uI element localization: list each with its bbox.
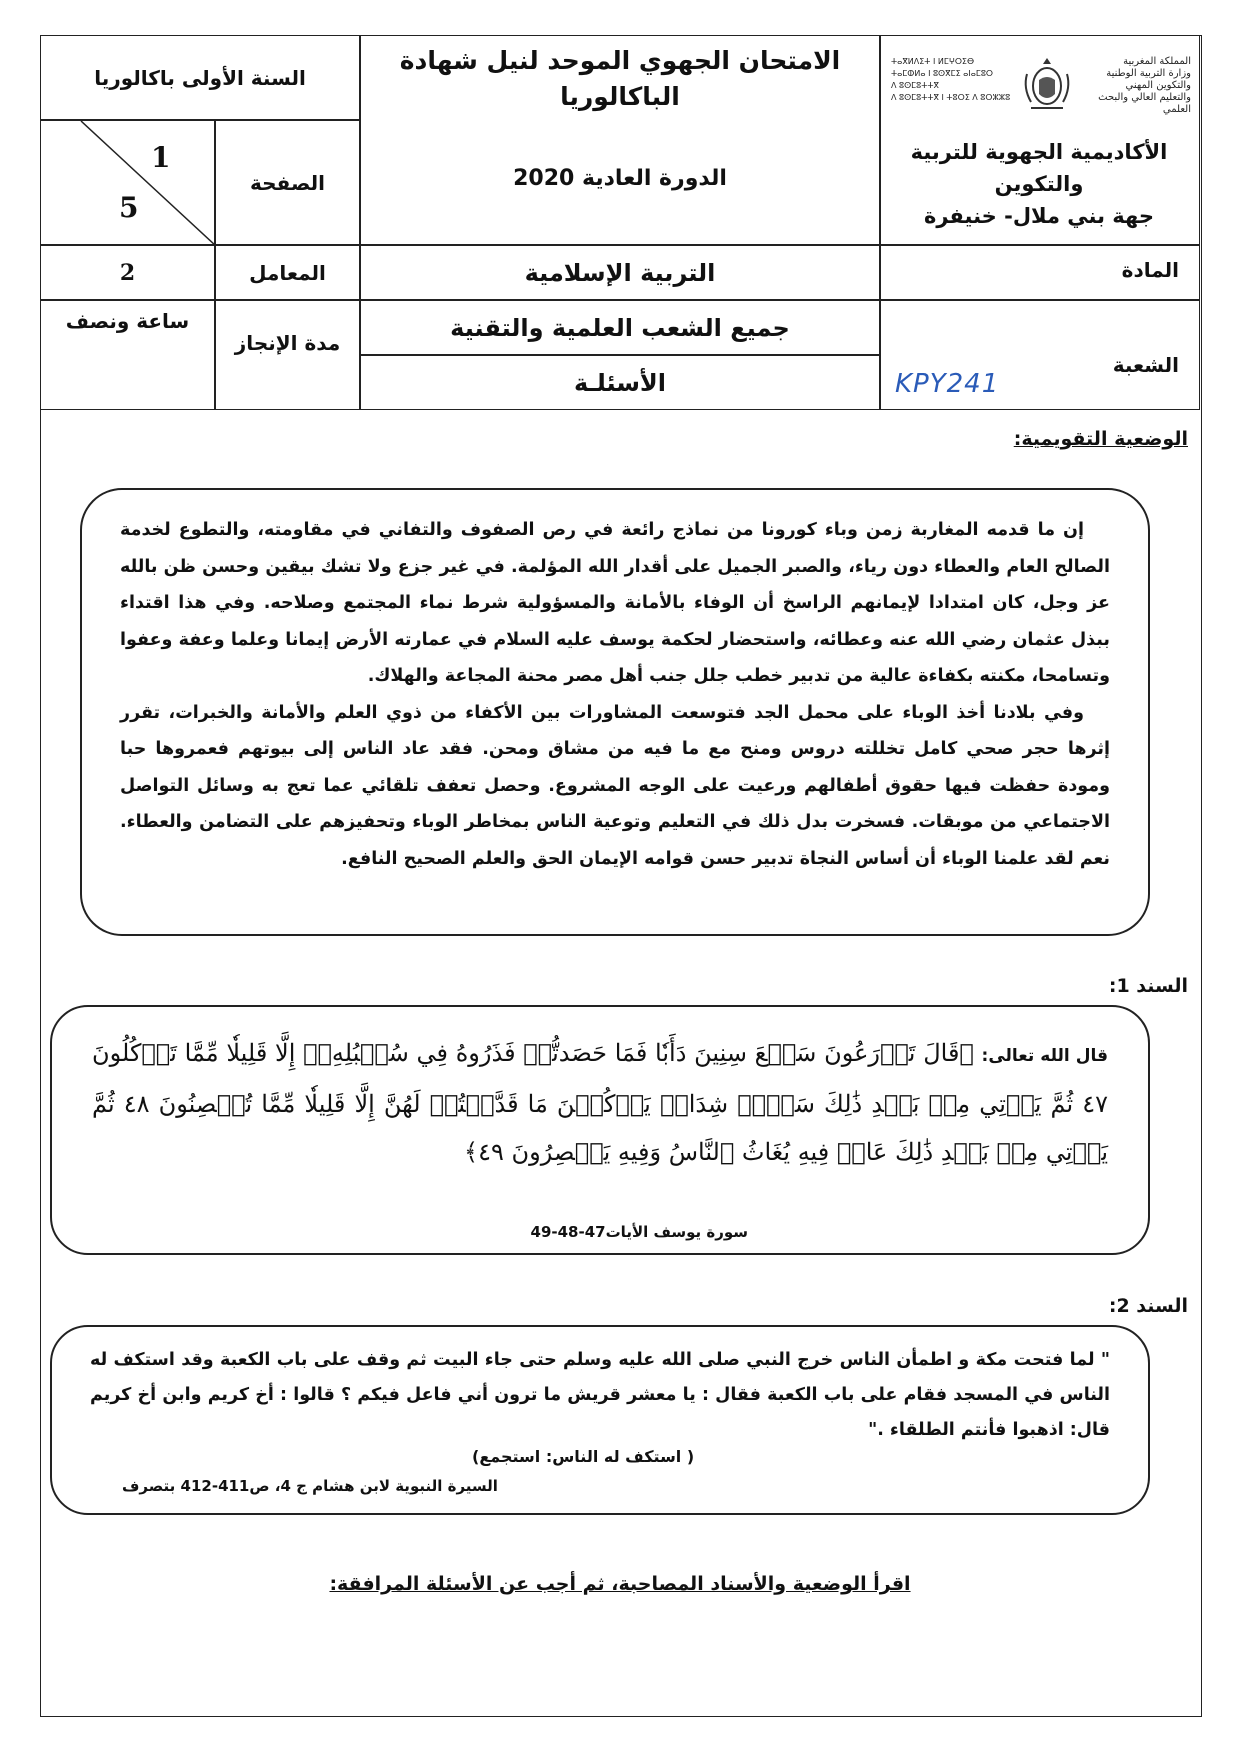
document1-label: السند 1: — [1108, 975, 1188, 997]
situation-box — [80, 488, 1150, 936]
subject: التربية الإسلامية — [524, 258, 716, 287]
document2-box — [50, 1325, 1150, 1515]
page-divider-line — [41, 121, 216, 246]
hadith-text — [90, 1343, 1110, 1448]
duration-label-cell — [215, 300, 360, 410]
tifinagh-text — [891, 56, 1011, 104]
duration: ساعة ونصف — [65, 309, 190, 333]
page-label: الصفحة — [250, 170, 326, 195]
situation-paragraph-2: وفي بلادنا أخذ الوباء على محمل الجد فتوسعت المشاورات بين الأكفاء من ذوي العلم والأمانة والخبرات، تقرر إثرها حجر صحي كامل تخللته دروس ومنح مع ما فيه من مشاق ومحن. فقد عاد الناس إلى بيوتهم فعمروها حبا ومودة حفظت فيها حقوق أطفالهم ورعيت على الوجه المشروع. وحصل تعفف تلقائي عما تعج به وسائل التواصل الاجتماعي من موبقات. فسخرت بدل ذلك في التعليم وتوعية الناس بمخاطر الوباء وتحفيزهم على التضامن والعطاء. نعم لقد علمنا الوباء أن أساس النجاة تدبير حسن قوامه الإيمان الحق والعلم الصحيح النافع. — [120, 702, 1110, 869]
questions-title: الأسئلـة — [573, 368, 667, 397]
session: الدورة العادية 2020 — [513, 166, 727, 191]
branch: جميع الشعب العلمية والتقنية — [450, 313, 790, 342]
exam-title-cell — [360, 35, 880, 245]
document2-label: السند 2: — [1108, 1295, 1188, 1317]
verse-intro: قال الله تعالى: — [981, 1046, 1109, 1066]
hadith-note: ( استكف له الناس: استجمع) — [472, 1447, 695, 1466]
situation-paragraph-1: إن ما قدمه المغاربة زمن وباء كورونا من نماذج رائعة في رص الصفوف والتفاني في مقاومته، والتطوع لخدمة الصالح العام والعطاء دون رياء، والصبر الجميل على أقدار الله المؤلمة. في غير جزع ولا تشك بيقين وحسن ظن بالله عز وجل، كان امتدادا لإيمانهم الراسخ أن الوفاء بالأمانة والمسؤولية شرط نماء المجتمع وصلاحه. وفي هذا اقتداء ببذل عثمان رضي الله عنه وعطائه، واستحضار لحكمة يوسف عليه السلام في عمارته الأرض إيمانا وعلما وعفة وعفوا وتسامحا، مكنته بكفاءة عالية من تدبير خطب جلل جنب أهل مصر محنة المجاعة والهلاك. — [120, 520, 1110, 686]
ministry-name — [1076, 56, 1191, 116]
coefficient-label-cell — [215, 245, 360, 300]
branch-label-cell — [880, 300, 1200, 410]
ministry-line: المملكة المغربية — [1123, 56, 1191, 67]
ministry-cell — [880, 35, 1200, 245]
hadith-source: السيرة النبوية لابن هشام ج 4، ص411-412 بتصرف — [122, 1477, 498, 1495]
hadith-body: " لما فتحت مكة و اطمأن الناس خرج النبي صلى الله عليه وسلم حتى جاء البيت ثم وقف على باب الكعبة وقد استكف له الناس في المسجد فقام على باب الكعبة فقال : يا معشر قريش ما ترون أني فاعل فيكم ؟ قالوا : أخ كريم وابن أخ كريم قال: اذهبوا فأنتم الطلقاء ." — [90, 1350, 1110, 1440]
tifinagh-line: ⵜⴰⴳⵍⴷⵉⵜ ⵏ ⵍⵎⵖⵔⵉⴱ — [891, 57, 975, 66]
questions-title-cell — [360, 355, 880, 410]
coat-of-arms-icon — [1021, 54, 1073, 114]
academy-line2: والتكوين — [994, 172, 1084, 196]
year-level: السنة الأولى باكالوريا — [94, 65, 306, 90]
situation-heading: الوضعية التقويمية: — [1013, 428, 1188, 450]
ministry-line: والتكوين المهني — [1125, 80, 1191, 91]
subject-cell — [360, 245, 880, 300]
coefficient: 2 — [119, 259, 136, 286]
coefficient-label: المعامل — [249, 260, 326, 285]
academy-line3: جهة بني ملال- خنيفرة — [923, 204, 1155, 228]
branch-cell — [360, 300, 880, 355]
ministry-line: والتعليم العالي والبحث العلمي — [1098, 92, 1191, 115]
branch-label: الشعبة — [1112, 353, 1179, 377]
exam-title-line1: الامتحان الجهوي الموحد لنيل شهادة — [399, 46, 841, 75]
academy-name — [891, 136, 1187, 232]
duration-label: مدة الإنجاز — [234, 331, 341, 355]
page-number-cell — [40, 120, 215, 245]
exam-title-line2: الباكالوريا — [560, 82, 680, 111]
tifinagh-line: ⴷ ⵓⵙⵎⵓⵜⵜⴳ ⵏ ⵜⵓⵔⵉ ⴷ ⵓⵔⵣⵣⵓ — [891, 93, 1011, 102]
tifinagh-line: ⴷ ⵓⵙⵎⵓⵜⵜⴳ — [891, 81, 939, 90]
quran-verse — [92, 1029, 1108, 1176]
page-total: 5 — [119, 191, 139, 224]
tifinagh-line: ⵜⴰⵎⵀⵍⴰ ⵏ ⵓⵙⴳⵎⵉ ⴰⵏⴰⵎⵓⵔ — [891, 69, 993, 78]
instruction — [0, 1573, 1240, 1595]
page-current: 1 — [151, 141, 171, 174]
document1-box — [50, 1005, 1150, 1255]
academy-line1: الأكاديمية الجهوية للتربية — [910, 140, 1168, 164]
subject-label-cell — [880, 245, 1200, 300]
year-level-cell — [40, 35, 360, 120]
page-label-cell — [215, 120, 360, 245]
coefficient-cell — [40, 245, 215, 300]
verse-text: ﴿قَالَ تَزۡرَعُونَ سَبۡعَ سِنِينَ دَأَبٗا فَمَا حَصَدتُّمۡ فَذَرُوهُ فِي سُنۢبُلِهِۦٓ إِلَّا قَلِيلٗا مِّمَّا تَأۡكُلُونَ ٤٧ ثُمَّ يَأۡتِي مِنۢ بَعۡدِ ذَٰلِكَ سَبۡعٞ شِدَادٞ يَأۡكُلۡنَ مَا قَدَّمۡتُمۡ لَهُنَّ إِلَّا قَلِيلٗا مِّمَّا تُحۡصِنُونَ ٤٨ ثُمَّ يَأۡتِي مِنۢ بَعۡدِ ذَٰلِكَ عَامٞ فِيهِ يُغَاثُ ٱلنَّاسُ وَفِيهِ يَعۡصِرُونَ ٤٩﴾ — [92, 1039, 1109, 1166]
exam-code: KPY241 — [895, 369, 1000, 399]
duration-cell — [40, 300, 215, 410]
verse-reference: سورة يوسف الأيات47-48-49 — [530, 1223, 748, 1241]
ministry-line: وزارة التربية الوطنية — [1106, 68, 1191, 79]
instruction-text: اقرأ الوضعية والأسناد المصاحبة، ثم أجب عن الأسئلة المرافقة: — [329, 1573, 911, 1595]
subject-label: المادة — [1121, 258, 1179, 282]
